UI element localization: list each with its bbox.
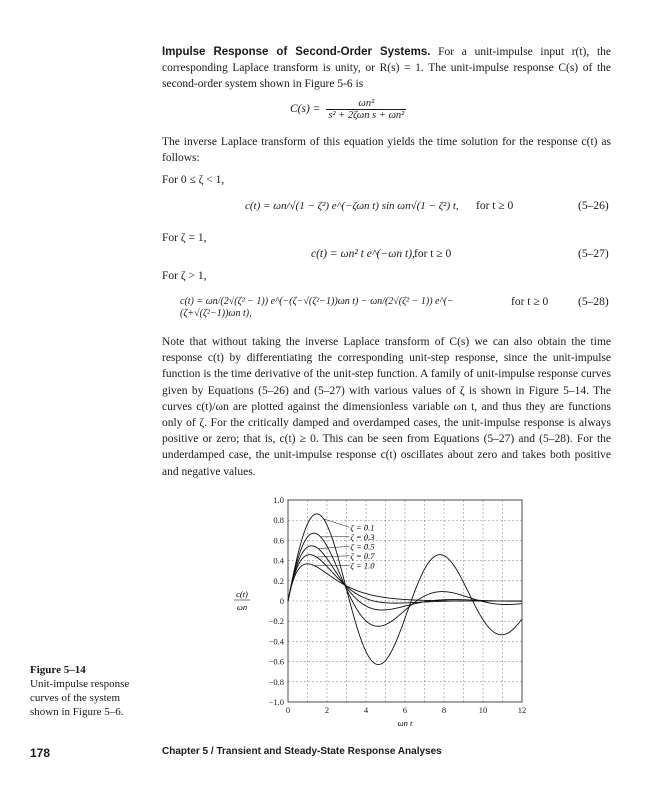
x-tick-label: 8	[441, 705, 447, 715]
x-axis-label: ωn t	[397, 718, 413, 728]
case1-condition: for t ≥ 0	[476, 200, 514, 212]
equation-5-28: c(t) = ωn/(2√(ζ² − 1)) e^(−(ζ−√(ζ²−1))ωn t) − ωn/(2√(ζ² − 1)) e^(−(ζ+√(ζ²−1))ωn t),	[180, 296, 454, 319]
y-axis-label-numerator: c(t)	[236, 589, 248, 599]
x-tick-label: 12	[517, 705, 527, 715]
legend-label: ζ = 0.3	[350, 531, 375, 542]
x-tick-label: 0	[285, 705, 291, 715]
equation-number-5-26: (5–26)	[578, 200, 609, 212]
equation-5-26: c(t) = ωn/√(1 − ζ²) e^(−ζωn t) sin ωn√(1 − ζ²) t,	[245, 200, 459, 212]
equation-cs-numerator: ωn²	[326, 98, 406, 110]
y-tick-label: −0.2	[268, 616, 284, 627]
page-number: 178	[30, 746, 51, 760]
legend-label: ζ = 0.1	[350, 522, 375, 533]
y-tick-label: −0.8	[268, 676, 284, 687]
case3-condition: for t ≥ 0	[511, 296, 549, 308]
equation-number-5-27: (5–27)	[578, 248, 609, 260]
equation-number-5-28: (5–28)	[578, 296, 609, 308]
intro-paragraph	[162, 44, 611, 93]
x-tick-label: 4	[363, 705, 369, 715]
y-tick-label: 1.0	[273, 495, 284, 505]
equation-cs-denominator: s² + 2ζωn s + ωn²	[328, 110, 405, 121]
x-tick-label: 2	[324, 705, 330, 715]
case3-label: For ζ > 1,	[162, 270, 207, 282]
y-tick-label: −0.6	[268, 656, 284, 667]
section-heading: Impulse Response of Second-Order Systems.	[162, 46, 431, 58]
running-footer: Chapter 5 / Transient and Steady-State Response Analyses	[162, 746, 442, 757]
equation-cs	[290, 98, 409, 121]
legend-label: ζ = 0.5	[350, 541, 375, 552]
chart-labels	[234, 495, 526, 728]
x-tick-label: 10	[478, 705, 488, 715]
y-axis-label-denominator: ωn	[236, 602, 248, 612]
y-tick-label: 0	[279, 596, 284, 606]
impulse-response-chart	[200, 490, 540, 730]
figure-caption-text: Unit-impulse response curves of the system shown in Figure 5–6.	[30, 678, 130, 718]
intro-text: For a unit-impulse input r(t), the corresponding Laplace transform is unity, or R(s) = 1. The unit-impulse response C(s) of the second-order system shown in Figure 5-6 is	[162, 46, 611, 91]
equation-5-27: c(t) = ωn² t e^(−ωn t),	[311, 248, 415, 260]
legend-label: ζ = 1.0	[350, 560, 375, 571]
case1-label: For 0 ≤ ζ < 1,	[162, 174, 225, 186]
case2-label: For ζ = 1,	[162, 232, 207, 244]
y-tick-label: 0.8	[273, 515, 284, 526]
case2-condition: for t ≥ 0	[414, 248, 452, 260]
y-tick-label: −1.0	[268, 697, 284, 707]
legend-leader	[316, 556, 349, 557]
figure-caption	[30, 663, 150, 719]
legend-label: ζ = 0.7	[350, 550, 375, 561]
y-tick-label: 0.2	[273, 575, 284, 586]
figure-caption-title: Figure 5–14	[30, 664, 86, 676]
y-tick-label: −0.4	[268, 636, 284, 647]
y-tick-label: 0.4	[273, 555, 284, 566]
body-paragraph: Note that without taking the inverse Laplace transform of C(s) we can also obtain the time response c(t) by differentiating the corresponding unit-step response, since the unit-impulse function is the time derivative of the unit-step function. A family of unit-impulse response curves given by Equations (5–26) and (5–27) with various values of ζ is shown in Figure 5–14. The curves c(t)/ωn are plotted against the dimensionless variable ωn t, and thus they are functions only of ζ. For the critically damped and overdamped cases, the unit-impulse response is always positive or zero; that is, c(t) ≥ 0. This can be seen from Equations (5–27) and (5–28). For the underdamped case, the unit-impulse response c(t) oscillates about zero and takes both positive and negative values.	[162, 336, 611, 478]
legend-leader	[318, 546, 349, 548]
inverse-paragraph: The inverse Laplace transform of this equation yields the time solution for the response c(t) as follows:	[162, 136, 611, 165]
equation-cs-lhs: C(s) =	[290, 103, 321, 116]
x-tick-label: 6	[402, 705, 408, 715]
y-tick-label: 0.6	[273, 535, 284, 546]
